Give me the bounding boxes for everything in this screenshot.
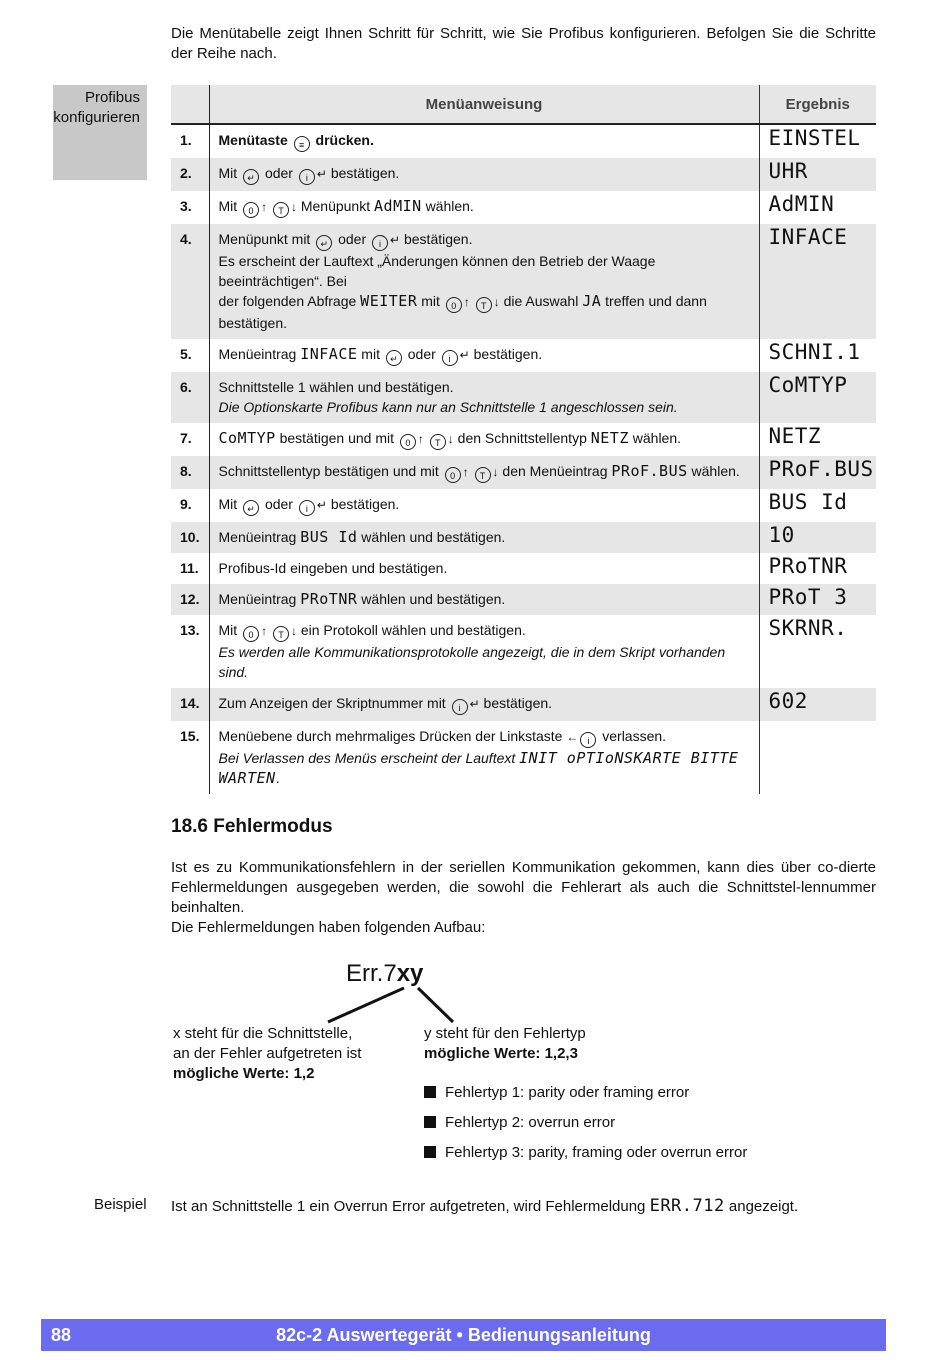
enter-circle-icon: ↵ [243, 500, 259, 516]
y-description: y steht für den Fehlertyp mögliche Werte: 1,2,3 [424, 1025, 586, 1062]
table-row: 4. Menüpunkt mit ↵ oder i ↵ bestätigen. Es erscheint der Lauftext „Änderungen können den Betrieb der Waage beeinträchtigen“. Bei der folgenden Abfrage WEITER mit 0 ↑ T ↓ die Auswahl JA treffen und dann bestätigen. INFACE [171, 224, 876, 339]
info-key-icon: i [580, 732, 596, 748]
enter-circle-icon: ↵ [243, 169, 259, 185]
info-key-icon: i [452, 699, 468, 715]
tare-key-icon: T [273, 202, 289, 218]
bullet-square-icon [424, 1086, 436, 1098]
list-item: Fehlertyp 2: overrun error [424, 1108, 747, 1138]
enter-arrow-icon: ↵ [316, 167, 327, 181]
table-row: 5. Menüeintrag INFACE mit ↵ oder i ↵ bestätigen. SCHNI.1 [171, 339, 876, 372]
arrow-up-icon: ↑ [463, 295, 470, 309]
error-code-format: Err.7xy [346, 960, 424, 987]
list-item: Fehlertyp 3: parity, framing oder overrun error [424, 1138, 747, 1168]
table-row: 11. Profibus-Id eingeben und bestätigen. PRoTNR [171, 553, 876, 584]
result-display: CoMTYP [768, 373, 848, 397]
arrow-down-icon: ↓ [290, 200, 297, 214]
arrow-down-icon: ↓ [447, 432, 454, 446]
tare-key-icon: T [475, 467, 491, 483]
table-row: 2. Mit ↵ oder i ↵ bestätigen. UHR [171, 158, 876, 191]
arrow-left-icon: ← [566, 730, 579, 744]
result-display: SKRNR. [768, 616, 848, 640]
table-row: 9. Mit ↵ oder i ↵ bestätigen. BUS Id [171, 489, 876, 522]
section-para1: Ist es zu Kommunikationsfehlern in der seriellen Kommunikation gekommen, kann dies über co-dierte Fehlermeldungen ausgegeben werden, die sowohl die Fehlerart als auch die Schnittstel-lennummer beinhalten. [171, 859, 876, 916]
arrow-down-icon: ↓ [290, 624, 297, 638]
arrow-down-icon: ↓ [493, 295, 500, 309]
zero-key-icon: 0 [400, 434, 416, 450]
zero-key-icon: 0 [446, 297, 462, 313]
info-key-icon: i [442, 350, 458, 366]
table-row: 12. Menüeintrag PRoTNR wählen und bestätigen. PRoT 3 [171, 584, 876, 615]
zero-key-icon: 0 [243, 202, 259, 218]
page-number: 88 [51, 1325, 72, 1345]
table-row: 7. CoMTYP bestätigen und mit 0 ↑ T ↓ den Schnittstellentyp NETZ wählen. NETZ [171, 423, 876, 456]
result-display: 10 [768, 523, 795, 547]
bullet-square-icon [424, 1146, 436, 1158]
enter-arrow-icon: ↵ [316, 498, 327, 512]
result-display: UHR [768, 159, 808, 183]
tare-key-icon: T [430, 434, 446, 450]
arrow-up-icon: ↑ [261, 200, 268, 214]
list-item: Fehlertyp 1: parity oder framing error [424, 1078, 747, 1108]
tare-key-icon: T [273, 626, 289, 642]
result-display: AdMIN [768, 192, 835, 216]
result-display: PRoF.BUS [768, 457, 874, 481]
example-label: Beispiel [94, 1196, 147, 1213]
header-result: Ergebnis [759, 85, 876, 124]
table-row: 13. Mit 0 ↑ T ↓ ein Protokoll wählen und bestätigen. Es werden alle Kommunikationsprotokolle angezeigt, die in dem Skript vorhanden sind. SKRNR. [171, 615, 876, 688]
table-row: 6. Schnittstelle 1 wählen und bestätigen. Die Optionskarte Profibus kann nur an Schnittstelle 1 angeschlossen sein. CoMTYP [171, 372, 876, 423]
arrow-up-icon: ↑ [417, 432, 424, 446]
result-display: NETZ [768, 424, 822, 448]
tare-key-icon: T [476, 297, 492, 313]
example-text: Ist an Schnittstelle 1 ein Overrun Error aufgetreten, wird Fehlermeldung ERR.712 angezeigt. [171, 1196, 799, 1216]
footer-title: 82c-2 Auswertegerät • Bedienungsanleitung [276, 1325, 651, 1345]
result-display: 602 [768, 689, 808, 713]
result-display: PRoTNR [768, 554, 848, 578]
section-title: 18.6 Fehlermodus [171, 816, 333, 837]
result-display: INFACE [768, 225, 848, 249]
table-row: 15. Menüebene durch mehrmaliges Drücken der Linkstaste ← i verlassen. Bei Verlassen des Menüs erscheint der Lauftext INIT oPTIoNSKARTE BITTE WARTEN. [171, 721, 876, 794]
info-key-icon: i [299, 169, 315, 185]
arrow-up-icon: ↑ [261, 624, 268, 638]
enter-arrow-icon: ↵ [469, 697, 480, 711]
arrow-down-icon: ↓ [492, 465, 499, 479]
sidebar-label-line2: konfigurieren [53, 109, 140, 126]
result-display: BUS Id [768, 490, 848, 514]
sidebar-label-line1: Profibus [84, 89, 140, 106]
section-para2: Die Fehlermeldungen haben folgenden Aufbau: [171, 919, 486, 936]
table-row: 1. Menütaste ≡ drücken. EINSTEL [171, 124, 876, 158]
bullet-square-icon [424, 1116, 436, 1128]
page-footer [41, 1319, 886, 1351]
info-key-icon: i [299, 500, 315, 516]
error-type-list [424, 1078, 747, 1168]
zero-key-icon: 0 [243, 626, 259, 642]
result-display: PRoT 3 [768, 585, 848, 609]
zero-key-icon: 0 [445, 467, 461, 483]
table-row: 3. Mit 0 ↑ T ↓ Menüpunkt AdMIN wählen. AdMIN [171, 191, 876, 224]
enter-circle-icon: ↵ [386, 350, 402, 366]
menu-key-icon: ≡ [294, 136, 310, 152]
arrow-up-icon: ↑ [462, 465, 469, 479]
enter-circle-icon: ↵ [316, 235, 332, 251]
table-row: 14. Zum Anzeigen der Skriptnummer mit i ↵ bestätigen. 602 [171, 688, 876, 721]
enter-arrow-icon: ↵ [459, 348, 470, 362]
enter-arrow-icon: ↵ [390, 233, 401, 247]
table-row: 8. Schnittstellentyp bestätigen und mit 0 ↑ T ↓ den Menüeintrag PRoF.BUS wählen. PRoF.BUS [171, 456, 876, 489]
header-instruction: Menüanweisung [209, 85, 759, 124]
info-key-icon: i [372, 235, 388, 251]
table-row: 10. Menüeintrag BUS Id wählen und bestätigen. 10 [171, 522, 876, 553]
result-display: SCHNI.1 [768, 340, 861, 364]
intro-text: Die Menütabelle zeigt Ihnen Schritt für Schritt, wie Sie Profibus konfigurieren. Befolgen Sie die Schritte der Reihe nach. [171, 25, 876, 62]
x-description: x steht für die Schnittstelle, an der Fehler aufgetreten ist mögliche Werte: 1,2 [173, 1025, 362, 1082]
result-display: EINSTEL [768, 126, 861, 150]
